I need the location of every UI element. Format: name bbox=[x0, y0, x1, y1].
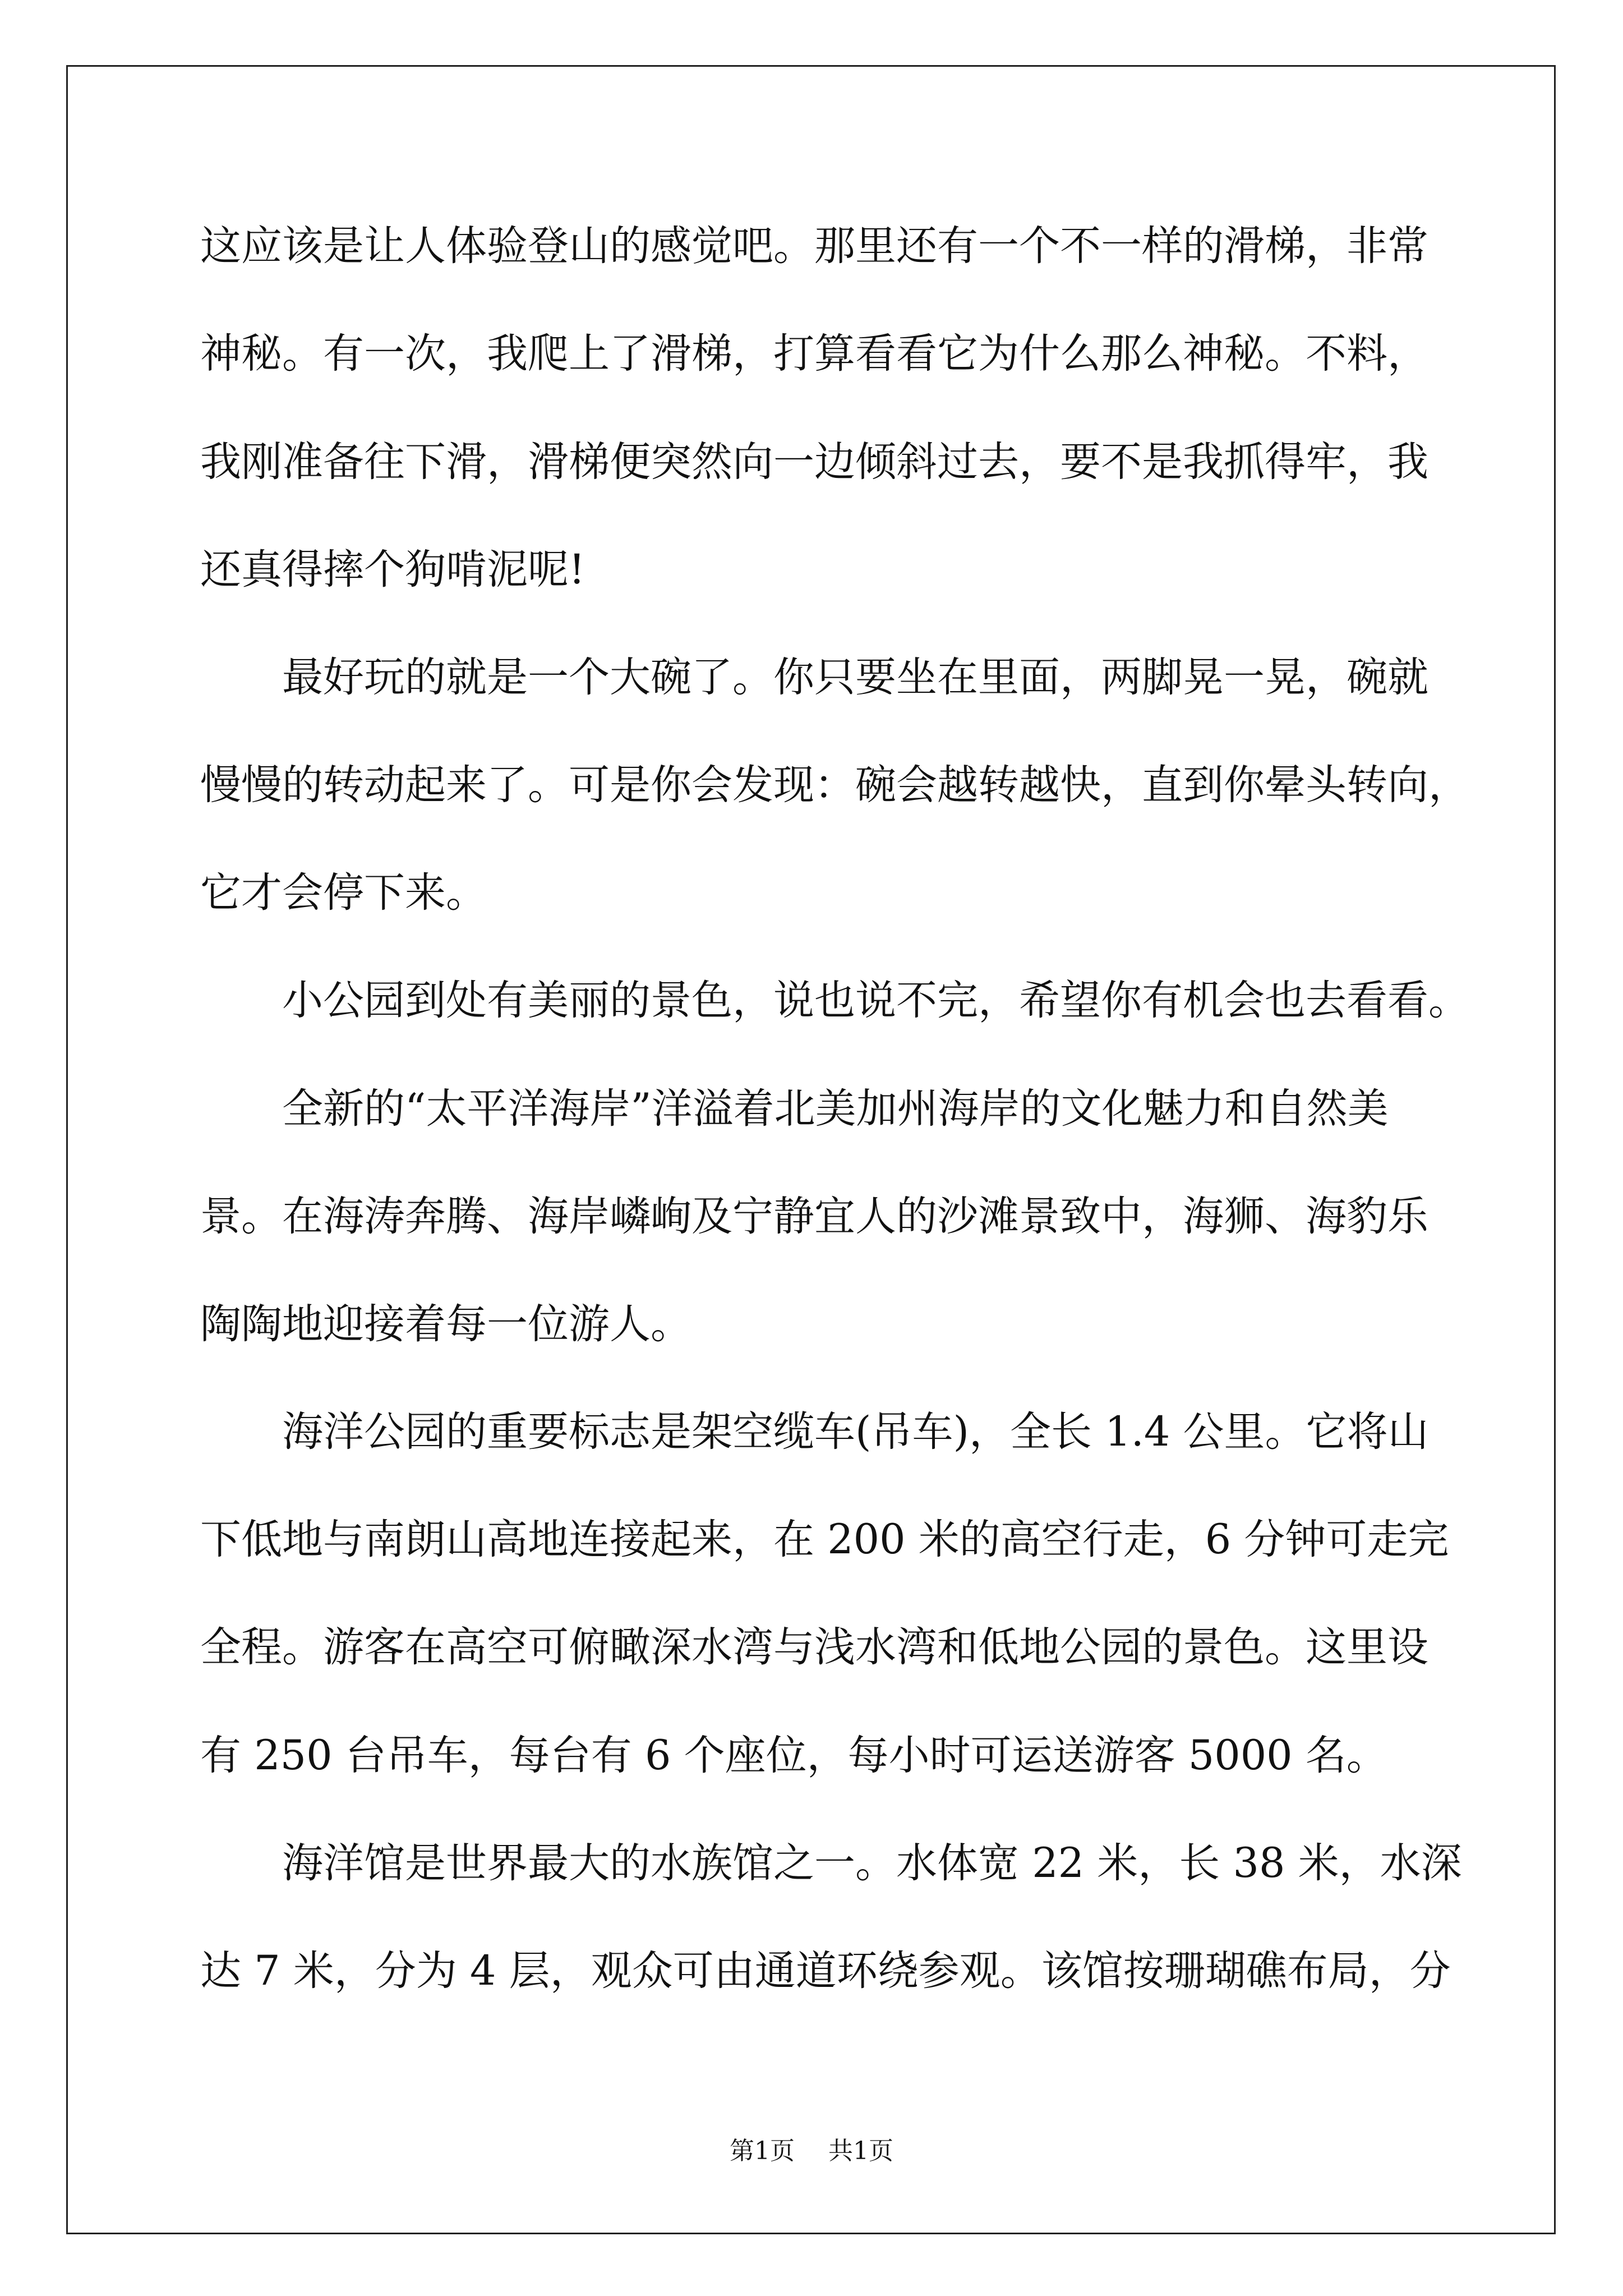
text-line: 它才会停下来。 bbox=[200, 869, 487, 917]
text-line: 慢慢的转动起来了。可是你会发现：碗会越转越快，直到你晕头转向， bbox=[200, 761, 1469, 809]
page-border bbox=[66, 65, 1556, 2234]
text-line: 达 7 米，分为 4 层，观众可由通道环绕参观。该馆按珊瑚礁布局，分 bbox=[200, 1947, 1451, 1995]
text-line: 全程。游客在高空可俯瞰深水湾与浅水湾和低地公园的景色。这里设 bbox=[200, 1623, 1428, 1671]
page-footer bbox=[0, 2134, 1623, 2168]
text-line: 陶陶地迎接着每一位游人。 bbox=[200, 1300, 691, 1348]
text-line: 我刚准备往下滑，滑梯便突然向一边倾斜过去，要不是我抓得牢，我 bbox=[200, 438, 1428, 486]
text-line: 全新的“太平洋海岸”洋溢着北美加州海岸的文化魅力和自然美 bbox=[282, 1085, 1389, 1133]
page-number: 第1页 bbox=[730, 2137, 795, 2165]
text-line: 海洋馆是世界最大的水族馆之一。水体宽 22 米，长 38 米，水深 bbox=[282, 1839, 1462, 1887]
text-line: 海洋公园的重要标志是架空缆车(吊车)，全长 1.4 公里。它将山 bbox=[282, 1408, 1429, 1456]
text-line: 景。在海涛奔腾、海岸嶙峋及宁静宜人的沙滩景致中，海狮、海豹乐 bbox=[200, 1193, 1428, 1240]
text-line: 最好玩的就是一个大碗了。你只要坐在里面，两脚晃一晃，碗就 bbox=[282, 654, 1428, 701]
text-line: 还真得摔个狗啃泥呢! bbox=[200, 546, 585, 593]
text-line: 小公园到处有美丽的景色，说也说不完，希望你有机会也去看看。 bbox=[282, 977, 1469, 1024]
text-line: 神秘。有一次，我爬上了滑梯，打算看看它为什么那么神秘。不料， bbox=[200, 330, 1428, 378]
text-line: 这应该是让人体验登山的感觉吧。那里还有一个不一样的滑梯，非常 bbox=[200, 222, 1428, 270]
text-line: 有 250 台吊车，每台有 6 个座位，每小时可运送游客 5000 名。 bbox=[200, 1732, 1387, 1779]
page-total: 共1页 bbox=[828, 2137, 893, 2165]
text-line: 下低地与南朗山高地连接起来，在 200 米的高空行走，6 分钟可走完 bbox=[200, 1516, 1449, 1563]
